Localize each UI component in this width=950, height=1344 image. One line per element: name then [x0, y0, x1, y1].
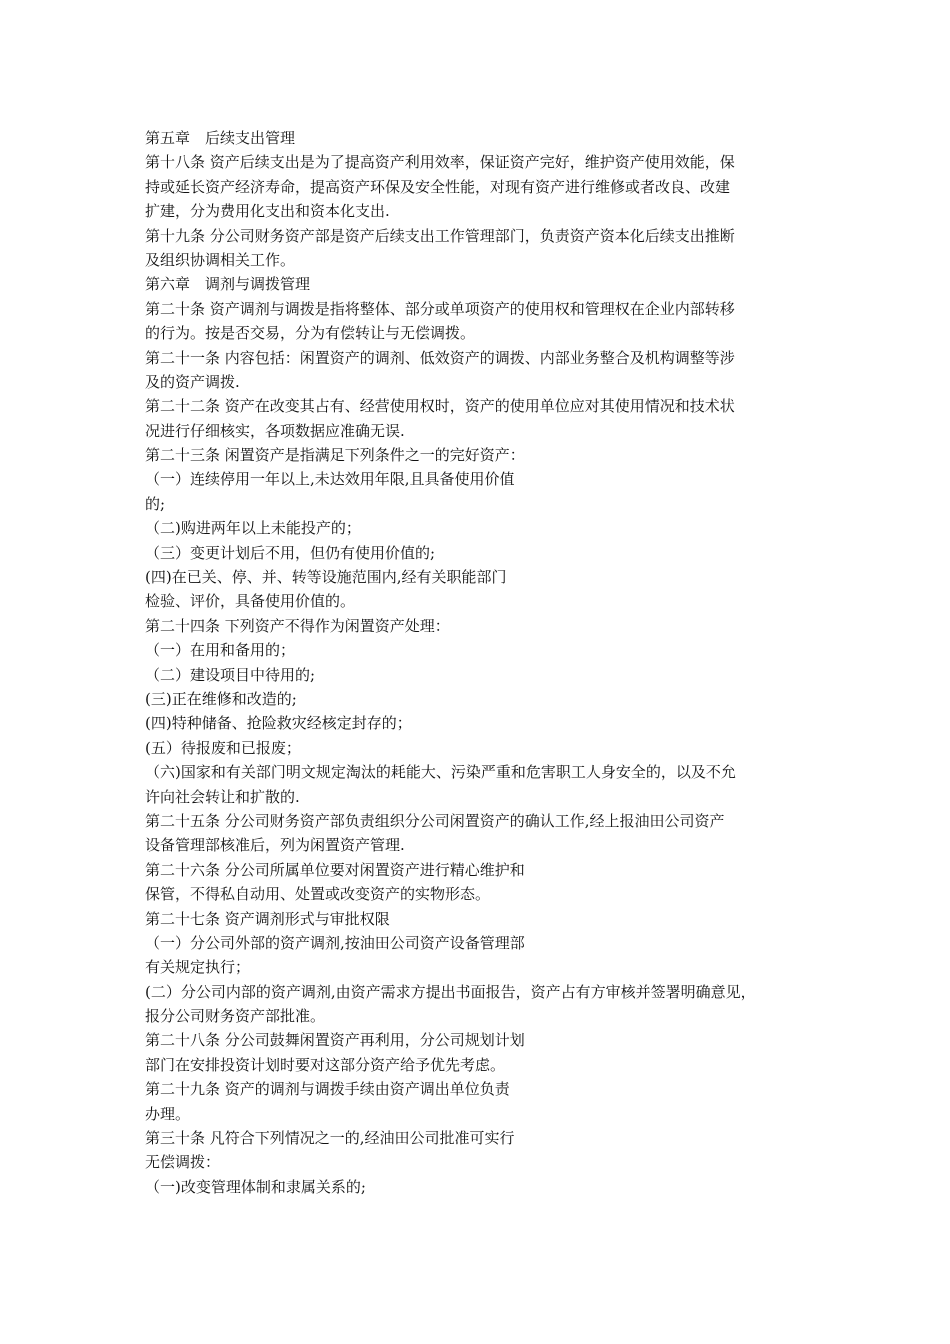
list-item-line: 检验、评价，具备使用价值的。 — [145, 592, 356, 611]
list-item-line: 许向社会转让和扩散的. — [145, 787, 300, 806]
article-line: 第二十九条 资产的调剂与调拨手续由资产调出单位负责 — [145, 1080, 510, 1099]
list-item-line: （六)国家和有关部门明文规定淘汰的耗能大、污染严重和危害职工人身安全的，以及不允 — [145, 763, 736, 782]
article-line: 第二十三条 闲置资产是指满足下列条件之一的完好资产： — [145, 446, 525, 465]
article-line: 第二十八条 分公司鼓舞闲置资产再利用，分公司规划计划 — [145, 1031, 525, 1050]
list-item-line: （二）建设项目中待用的; — [145, 665, 316, 684]
article-line: 第二十四条 下列资产不得作为闲置资产处理： — [145, 616, 450, 635]
document-page — [145, 126, 817, 1199]
article-line: 及组织协调相关工作。 — [145, 250, 296, 269]
list-item-line: 的; — [145, 494, 166, 513]
article-line: 扩建，分为费用化支出和资本化支出. — [145, 202, 390, 221]
article-line: 第十八条 资产后续支出是为了提高资产利用效率，保证资产完好，维护资产使用效能，保 — [145, 153, 735, 172]
list-item-line: (四)在已关、停、并、转等设施范围内,经有关职能部门 — [145, 568, 507, 587]
chapter-heading: 第六章 调剂与调拨管理 — [145, 275, 311, 294]
article-line: 第二十一条 内容包括：闲置资产的调剂、低效资产的调拨、内部业务整合及机构调整等涉 — [145, 348, 735, 367]
article-line: 第三十条 凡符合下列情况之一的,经油田公司批准可实行 — [145, 1129, 515, 1148]
article-line: 第二十条 资产调剂与调拨是指将整体、部分或单项资产的使用权和管理权在企业内部转移 — [145, 299, 735, 318]
article-line: 第二十七条 资产调剂形式与审批权限 — [145, 909, 390, 928]
article-line: 第十九条 分公司财务资产部是资产后续支出工作管理部门，负责资产资本化后续支出推断 — [145, 226, 735, 245]
list-item-line: （三）变更计划后不用，但仍有使用价值的; — [145, 543, 436, 562]
article-line: 办理。 — [145, 1104, 191, 1123]
article-line: 持或延长资产经济寿命，提高资产环保及安全性能，对现有资产进行维修或者改良、改建 — [145, 177, 731, 196]
list-item-line: （一）分公司外部的资产调剂,按油田公司资产设备管理部 — [145, 933, 525, 952]
list-item-line: （一)改变管理体制和隶属关系的; — [145, 1177, 366, 1196]
article-line: 第二十二条 资产在改变其占有、经营使用权时，资产的使用单位应对其使用情况和技术状 — [145, 397, 735, 416]
list-item-line: （二)购进两年以上未能投产的； — [145, 519, 361, 538]
article-line: 设备管理部核准后，列为闲置资产管理. — [145, 836, 405, 855]
article-line: 第二十六条 分公司所属单位要对闲置资产进行精心维护和 — [145, 860, 525, 879]
list-item-line: （一）在用和备用的； — [145, 641, 296, 660]
article-line: 第二十五条 分公司财务资产部负责组织分公司闲置资产的确认工作,经上报油田公司资产 — [145, 811, 725, 830]
article-line: 况进行仔细核实，各项数据应准确无误. — [145, 421, 405, 440]
article-line: 保管，不得私自动用、处置或改变资产的实物形态。 — [145, 885, 491, 904]
article-line: 及的资产调拨. — [145, 372, 240, 391]
list-item-line: (四)特种储备、抢险救灾经核定封存的； — [145, 714, 412, 733]
list-item-line: （一）连续停用一年以上,未达效用年限,且具备使用价值 — [145, 470, 515, 489]
list-item-line: (三)正在维修和改造的; — [145, 689, 297, 708]
list-item-line: 有关规定执行； — [145, 958, 251, 977]
article-line: 无偿调拨： — [145, 1153, 221, 1172]
list-item-line: 报分公司财务资产部批准。 — [145, 1007, 326, 1026]
list-item-line: (二）分公司内部的资产调剂,由资产需求方提出书面报告，资产占有方审核并签署明确意见， — [145, 982, 756, 1001]
article-line: 部门在安排投资计划时要对这部分资产给予优先考虑。 — [145, 1055, 506, 1074]
list-item-line: (五）待报废和已报废； — [145, 738, 301, 757]
article-line: 的行为。按是否交易，分为有偿转让与无偿调拨。 — [145, 324, 476, 343]
chapter-heading: 第五章 后续支出管理 — [145, 129, 296, 147]
